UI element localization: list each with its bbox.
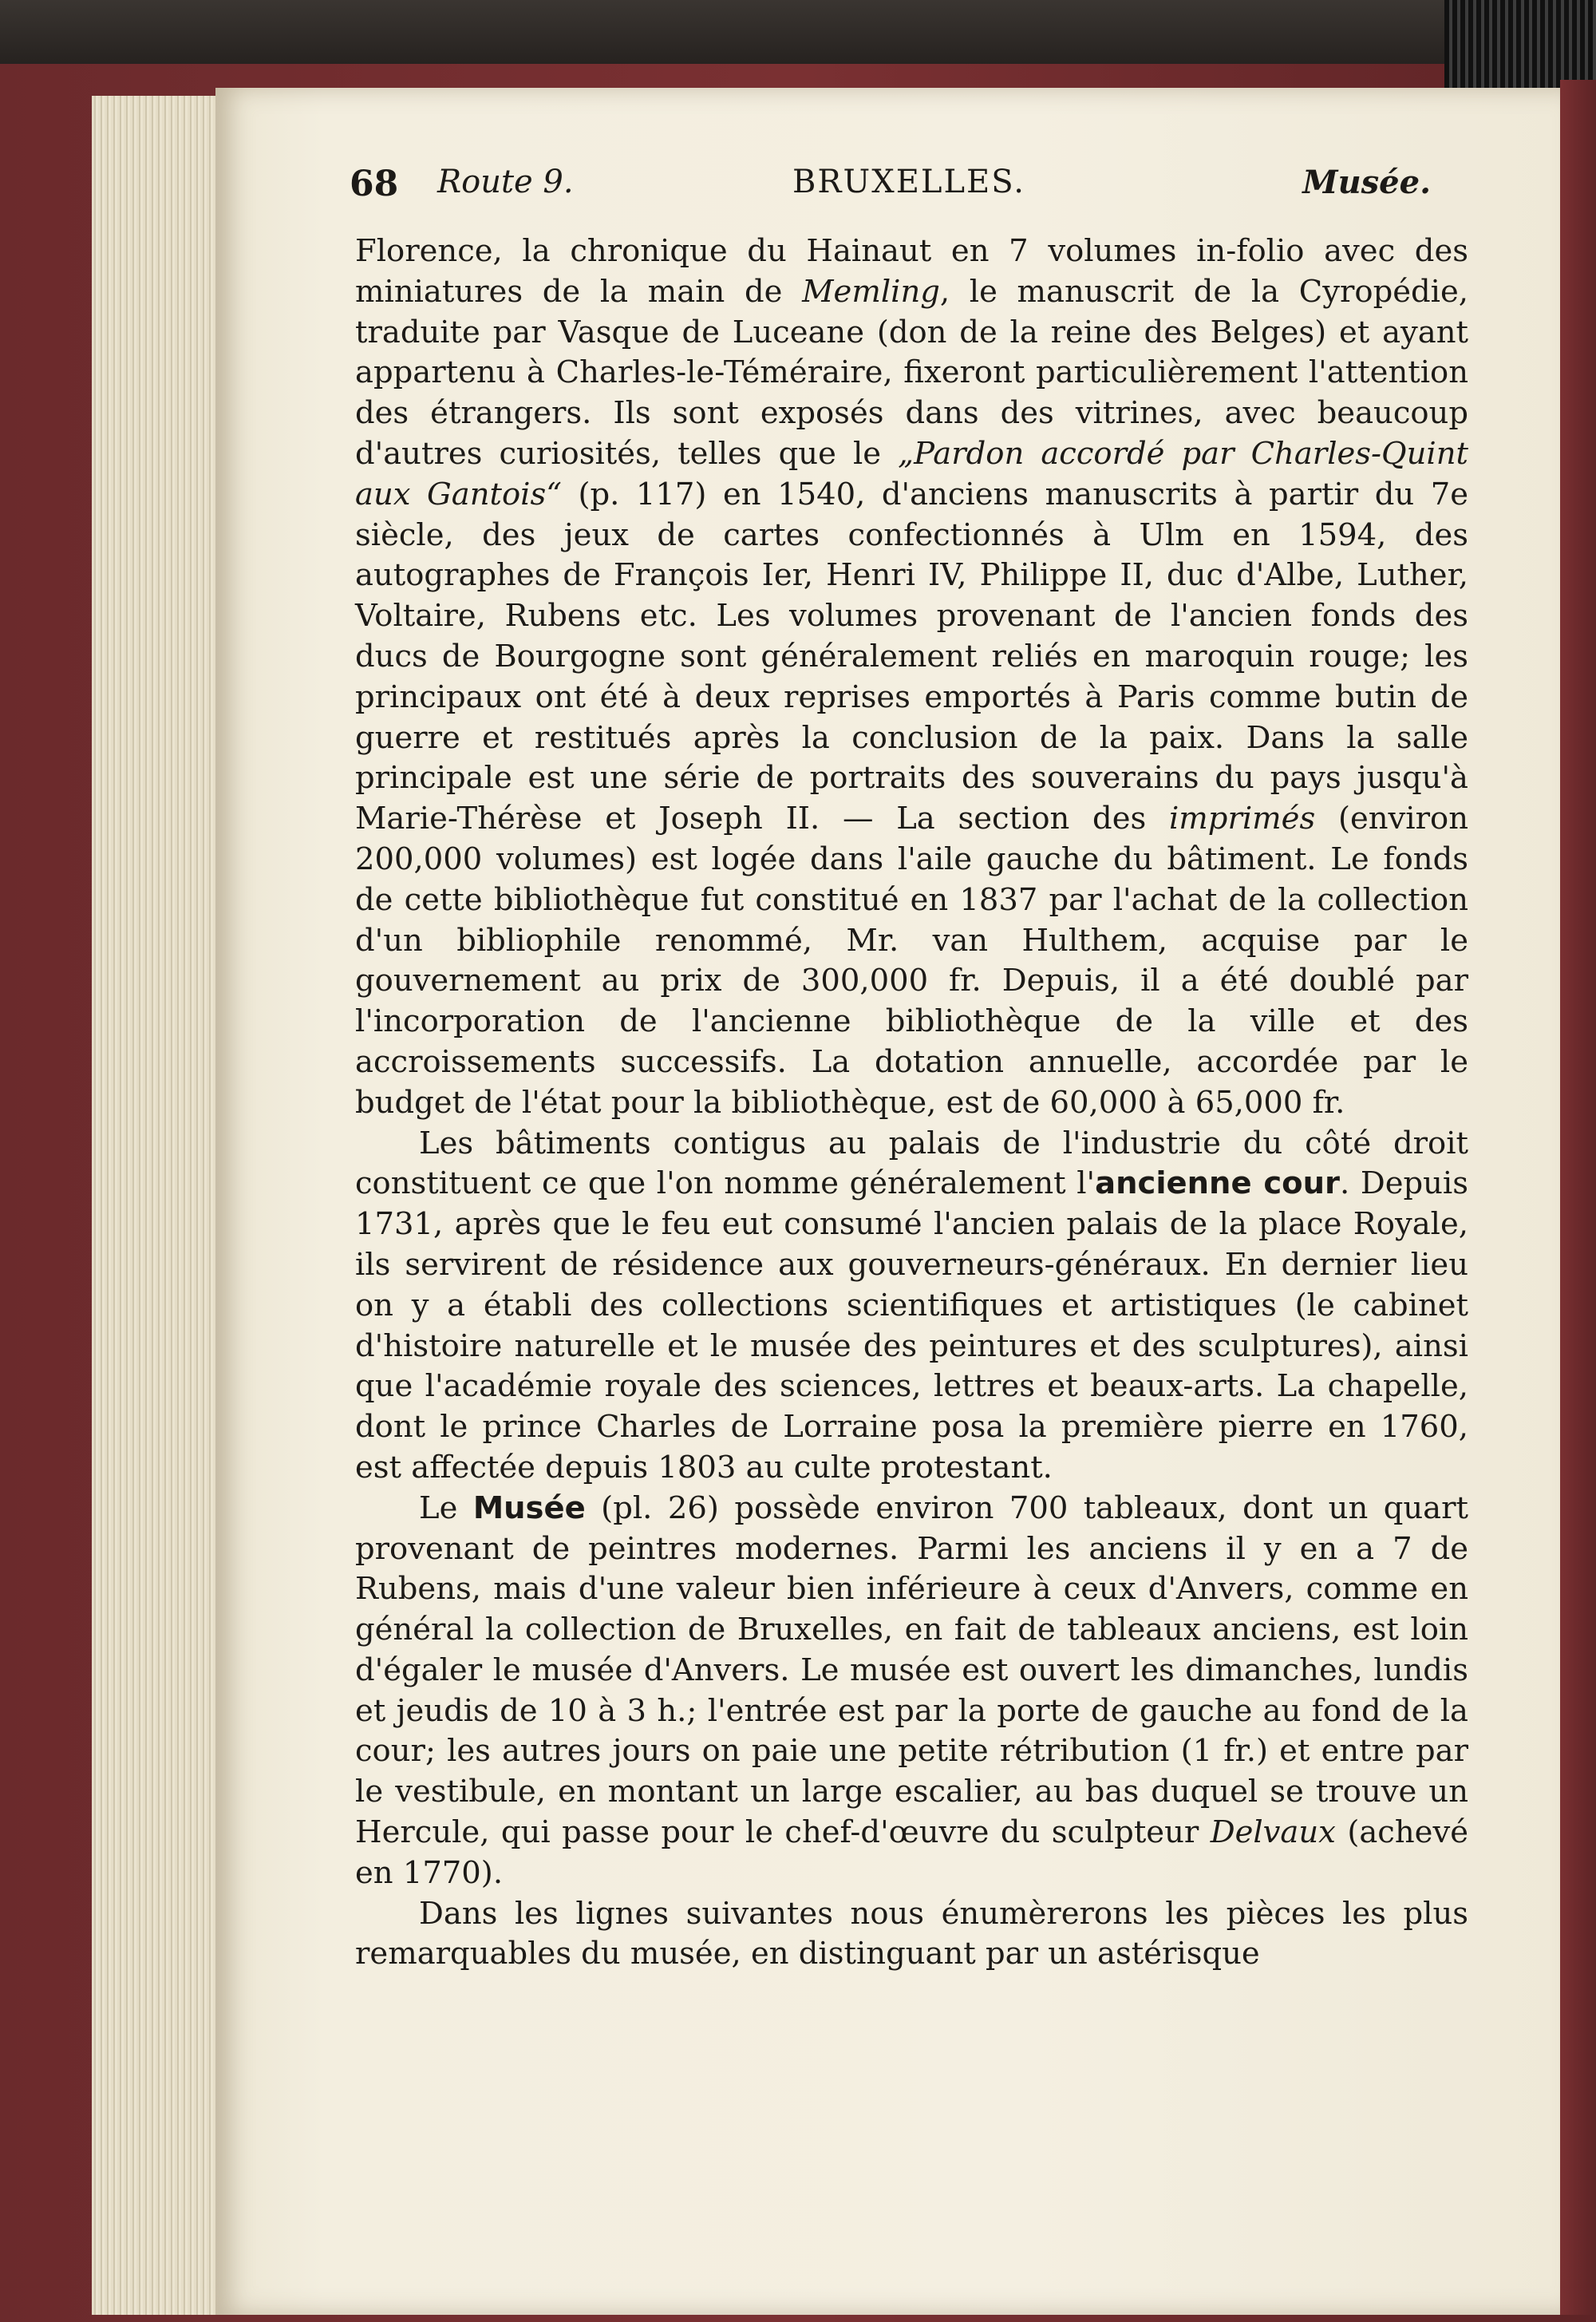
italic-run: Memling <box>802 273 940 310</box>
italic-run: „Pardon accordé par Charles-Quint aux Gantois“ <box>355 435 1468 512</box>
text-run: (achevé en 1770). <box>355 1814 1468 1891</box>
page-number: 68 <box>350 164 399 204</box>
italic-run: imprimés <box>1168 801 1316 837</box>
paragraph-1 <box>355 231 1468 1124</box>
paragraph-2 <box>355 1124 1468 1489</box>
text-run: . Depuis 1731, après que le feu eut consumé l'ancien palais de la place Royale, ils servirent de résidence aux gouverneurs-généraux. En dernier lieu on y a établi des collections scientifiques et artistiques (le cabinet d'histoire naturelle et le musée des peintures et des sculptures), ainsi que l'académie royale des sciences, lettres et beaux-arts. La chapelle, dont le prince Charles de Lorraine posa la première pierre en 1760, est affectée depuis 1803 au culte protestant. <box>355 1165 1468 1485</box>
body-text <box>355 231 1468 1975</box>
bold-term: Musée <box>472 1489 586 1526</box>
section-label: Musée. <box>1302 164 1431 201</box>
cover-right-edge <box>1560 80 1596 2315</box>
text-run: Florence, la chronique du Hainaut en 7 volumes in-folio avec des miniatures de la main de <box>355 233 1468 310</box>
running-header <box>350 164 1431 212</box>
text-run: (p. 117) en 1540, d'anciens manuscrits à partir du 7e siècle, des jeux de cartes confectionnés à Ulm en 1594, des autographes de François Ier, Henri IV, Philippe II, duc d'Albe, Luther, Voltaire, Rubens etc. Les volumes provenant de l'ancien fonds des ducs de Bourgogne sont généralement reliés en maroquin rouge; les principaux ont été à deux reprises emportés à Paris comme butin de guerre et restitués après la conclusion de la paix. Dans la salle principale est une série de portraits des souverains du pays jusqu'à Marie-Thérèse et Joseph II. — La section des <box>355 476 1468 837</box>
paragraph-4 <box>355 1894 1468 1976</box>
text-run: (environ 200,000 volumes) est logée dans l'aile gauche du bâtiment. Le fonds de cette bibliothèque fut constitué en 1837 par l'achat de la collection d'un bibliophile renommé, Mr. van Hulthem, acquise par le gouvernement au prix de 300,000 fr. Depuis, il a été doublé par l'incorporation de l'ancienne bibliothèque de la ville et des accroissements successifs. La dotation annuelle, accordée par le budget de l'état pour la bibliothèque, est de 60,000 à 65,000 fr. <box>355 801 1468 1121</box>
text-run: (pl. 26) possède environ 700 tableaux, dont un quart provenant de peintres modernes. Parmi les anciens il y en a 7 de Rubens, mais d'une valeur bien inférieure à ceux d'Anvers, comme en général la collection de Bruxelles, en fait de tableaux anciens, est loin d'égaler le musée d'Anvers. Le musée est ouvert les dimanches, lundis et jeudis de 10 à 3 h.; l'entrée est par la porte de gauche au fond de la cour; les autres jours on paie une petite rétribution (1 fr.) et entre par le vestibule, en montant un large escalier, au bas duquel se trouve un Hercule, qui passe pour le chef-d'œuvre du sculpteur <box>355 1489 1469 1851</box>
paragraph-3 <box>355 1489 1468 1894</box>
route-label: Route 9. <box>437 164 574 200</box>
text-run: Les bâtiments contigus au palais de l'industrie du côté droit constituent ce que l'on nomme généralement l' <box>355 1125 1468 1202</box>
text-run: , le manuscrit de la Cyropédie, traduite par Vasque de Luceane (don de la reine des Belges) et ayant appartenu à Charles-le-Téméraire, fixeront particulièrement l'attention des étrangers. Ils sont exposés dans des vitrines, avec beaucoup d'autres curiosités, telles que le <box>355 273 1468 472</box>
bold-term: ancienne cour <box>1095 1165 1340 1202</box>
text-run: Le <box>419 1489 473 1526</box>
text-run: Dans les lignes suivantes nous énumèrerons les pièces les plus remarquables du musée, en distinguant par un astérisque <box>355 1895 1468 1972</box>
italic-run: Delvaux <box>1210 1814 1336 1851</box>
page-edges <box>92 96 219 2315</box>
city-heading: BRUXELLES. <box>792 164 1025 200</box>
